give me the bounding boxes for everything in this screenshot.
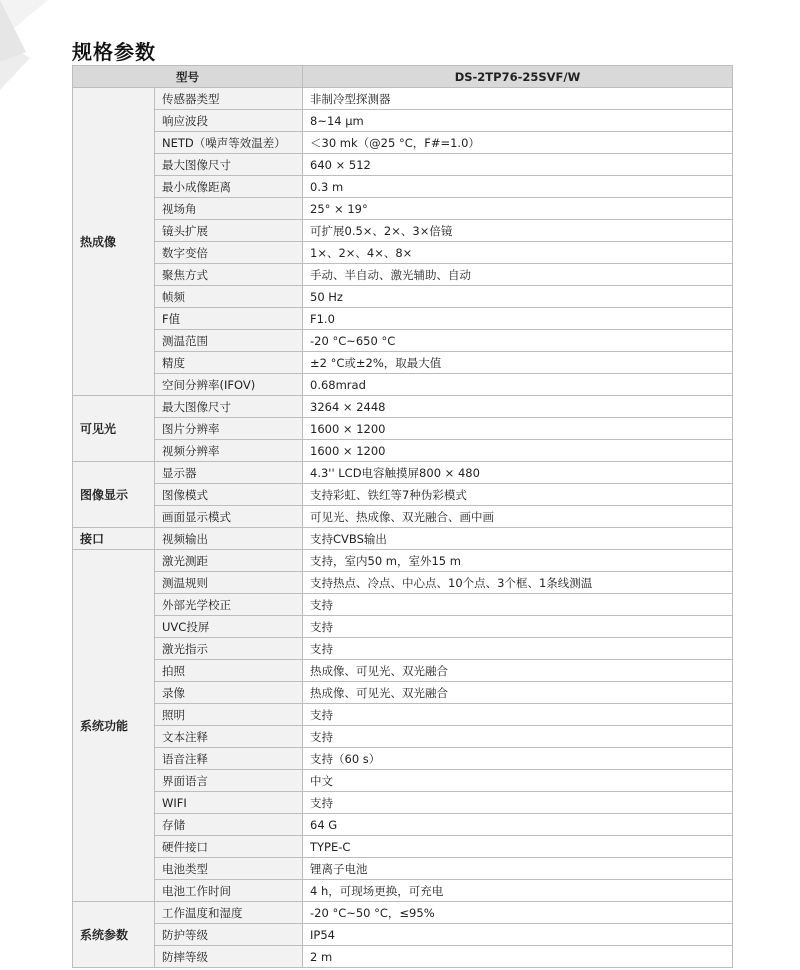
table-row <box>73 814 733 836</box>
table-row <box>73 726 733 748</box>
param-name-cell: 工作温度和湿度 <box>155 902 303 924</box>
table-row <box>73 858 733 880</box>
param-value-cell: 640 × 512 <box>303 154 733 176</box>
corner-decoration <box>0 0 60 90</box>
param-name-cell: 传感器类型 <box>155 88 303 110</box>
table-row <box>73 154 733 176</box>
param-value-cell: 支持，室内50 m，室外15 m <box>303 550 733 572</box>
table-row <box>73 374 733 396</box>
param-value-cell: 支持CVBS输出 <box>303 528 733 550</box>
table-row <box>73 264 733 286</box>
param-name-cell: 显示器 <box>155 462 303 484</box>
table-row <box>73 770 733 792</box>
param-value-cell: 1×、2×、4×、8× <box>303 242 733 264</box>
param-value-cell: 支持热点、冷点、中心点、10个点、3个框、1条线测温 <box>303 572 733 594</box>
param-value-cell: 热成像、可见光、双光融合 <box>303 682 733 704</box>
table-row <box>73 528 733 550</box>
param-value-cell: 4 h，可现场更换，可充电 <box>303 880 733 902</box>
param-name-cell: 照明 <box>155 704 303 726</box>
table-row <box>73 704 733 726</box>
param-name-cell: 硬件接口 <box>155 836 303 858</box>
table-row <box>73 286 733 308</box>
table-row <box>73 132 733 154</box>
param-value-cell: 非制冷型探测器 <box>303 88 733 110</box>
table-row <box>73 902 733 924</box>
table-row <box>73 440 733 462</box>
header-model-value: DS-2TP76-25SVF/W <box>303 66 733 88</box>
param-name-cell: 数字变倍 <box>155 242 303 264</box>
table-row <box>73 330 733 352</box>
table-row <box>73 484 733 506</box>
table-row <box>73 616 733 638</box>
param-value-cell: 锂离子电池 <box>303 858 733 880</box>
param-name-cell: 帧频 <box>155 286 303 308</box>
table-row <box>73 176 733 198</box>
table-row <box>73 308 733 330</box>
param-value-cell: 64 G <box>303 814 733 836</box>
param-name-cell: 画面显示模式 <box>155 506 303 528</box>
param-value-cell: 1600 × 1200 <box>303 440 733 462</box>
param-name-cell: 录像 <box>155 682 303 704</box>
table-row <box>73 88 733 110</box>
param-value-cell: 4.3'' LCD电容触摸屏800 × 480 <box>303 462 733 484</box>
param-value-cell: 支持彩虹、铁红等7种伪彩模式 <box>303 484 733 506</box>
header-model-label: 型号 <box>73 66 303 88</box>
param-name-cell: 外部光学校正 <box>155 594 303 616</box>
param-name-cell: 电池工作时间 <box>155 880 303 902</box>
table-row <box>73 220 733 242</box>
param-value-cell: 支持 <box>303 792 733 814</box>
table-row <box>73 572 733 594</box>
param-name-cell: WIFI <box>155 792 303 814</box>
param-value-cell: 1600 × 1200 <box>303 418 733 440</box>
param-value-cell: -20 °C~650 °C <box>303 330 733 352</box>
param-value-cell: 可见光、热成像、双光融合、画中画 <box>303 506 733 528</box>
param-value-cell: -20 °C~50 °C，≤95% <box>303 902 733 924</box>
category-cell: 接口 <box>73 528 155 550</box>
param-name-cell: 精度 <box>155 352 303 374</box>
param-value-cell: 8~14 µm <box>303 110 733 132</box>
category-cell: 可见光 <box>73 396 155 462</box>
param-name-cell: 测温范围 <box>155 330 303 352</box>
param-name-cell: 图像模式 <box>155 484 303 506</box>
param-name-cell: 拍照 <box>155 660 303 682</box>
table-row <box>73 638 733 660</box>
param-value-cell: 支持 <box>303 616 733 638</box>
param-name-cell: 视场角 <box>155 198 303 220</box>
table-row <box>73 198 733 220</box>
param-value-cell: 可扩展0.5×、2×、3×倍镜 <box>303 220 733 242</box>
table-row <box>73 550 733 572</box>
table-row <box>73 946 733 968</box>
param-name-cell: 防护等级 <box>155 924 303 946</box>
table-row <box>73 418 733 440</box>
param-value-cell: 支持 <box>303 704 733 726</box>
table-row <box>73 462 733 484</box>
param-name-cell: 电池类型 <box>155 858 303 880</box>
param-name-cell: 激光测距 <box>155 550 303 572</box>
spec-table <box>72 65 733 968</box>
param-name-cell: 界面语言 <box>155 770 303 792</box>
param-value-cell: 中文 <box>303 770 733 792</box>
category-cell: 热成像 <box>73 88 155 396</box>
param-value-cell: 热成像、可见光、双光融合 <box>303 660 733 682</box>
category-cell: 系统功能 <box>73 550 155 902</box>
param-name-cell: 图片分辨率 <box>155 418 303 440</box>
table-header-row <box>73 66 733 88</box>
table-row <box>73 880 733 902</box>
table-row <box>73 924 733 946</box>
table-row <box>73 748 733 770</box>
param-value-cell: 3264 × 2448 <box>303 396 733 418</box>
param-value-cell: 0.68mrad <box>303 374 733 396</box>
param-value-cell: 支持（60 s） <box>303 748 733 770</box>
table-row <box>73 836 733 858</box>
table-row <box>73 682 733 704</box>
param-value-cell: F1.0 <box>303 308 733 330</box>
param-value-cell: 25° × 19° <box>303 198 733 220</box>
table-row <box>73 506 733 528</box>
param-value-cell: 50 Hz <box>303 286 733 308</box>
category-cell: 系统参数 <box>73 902 155 968</box>
param-name-cell: 视频输出 <box>155 528 303 550</box>
table-row <box>73 792 733 814</box>
table-row <box>73 352 733 374</box>
param-value-cell: 0.3 m <box>303 176 733 198</box>
param-name-cell: 文本注释 <box>155 726 303 748</box>
table-row <box>73 242 733 264</box>
param-value-cell: 支持 <box>303 594 733 616</box>
param-value-cell: 支持 <box>303 726 733 748</box>
param-name-cell: F值 <box>155 308 303 330</box>
param-value-cell: ＜30 mk（@25 °C，F#=1.0） <box>303 132 733 154</box>
table-row <box>73 660 733 682</box>
param-name-cell: 激光指示 <box>155 638 303 660</box>
param-name-cell: 聚焦方式 <box>155 264 303 286</box>
category-cell: 图像显示 <box>73 462 155 528</box>
param-name-cell: 最小成像距离 <box>155 176 303 198</box>
param-value-cell: IP54 <box>303 924 733 946</box>
param-value-cell: ±2 °C或±2%，取最大值 <box>303 352 733 374</box>
param-name-cell: 视频分辨率 <box>155 440 303 462</box>
param-name-cell: 镜头扩展 <box>155 220 303 242</box>
param-value-cell: 支持 <box>303 638 733 660</box>
param-name-cell: NETD（噪声等效温差） <box>155 132 303 154</box>
table-row <box>73 594 733 616</box>
param-name-cell: 响应波段 <box>155 110 303 132</box>
table-row <box>73 396 733 418</box>
param-name-cell: 防摔等级 <box>155 946 303 968</box>
param-value-cell: 2 m <box>303 946 733 968</box>
table-row <box>73 110 733 132</box>
param-name-cell: 最大图像尺寸 <box>155 154 303 176</box>
spec-table-body <box>73 88 733 968</box>
param-value-cell: 手动、半自动、激光辅助、自动 <box>303 264 733 286</box>
param-name-cell: 最大图像尺寸 <box>155 396 303 418</box>
param-name-cell: 空间分辨率(IFOV) <box>155 374 303 396</box>
param-value-cell: TYPE-C <box>303 836 733 858</box>
page-title: 规格参数 <box>72 40 156 64</box>
param-name-cell: UVC投屏 <box>155 616 303 638</box>
param-name-cell: 存储 <box>155 814 303 836</box>
param-name-cell: 语音注释 <box>155 748 303 770</box>
param-name-cell: 测温规则 <box>155 572 303 594</box>
